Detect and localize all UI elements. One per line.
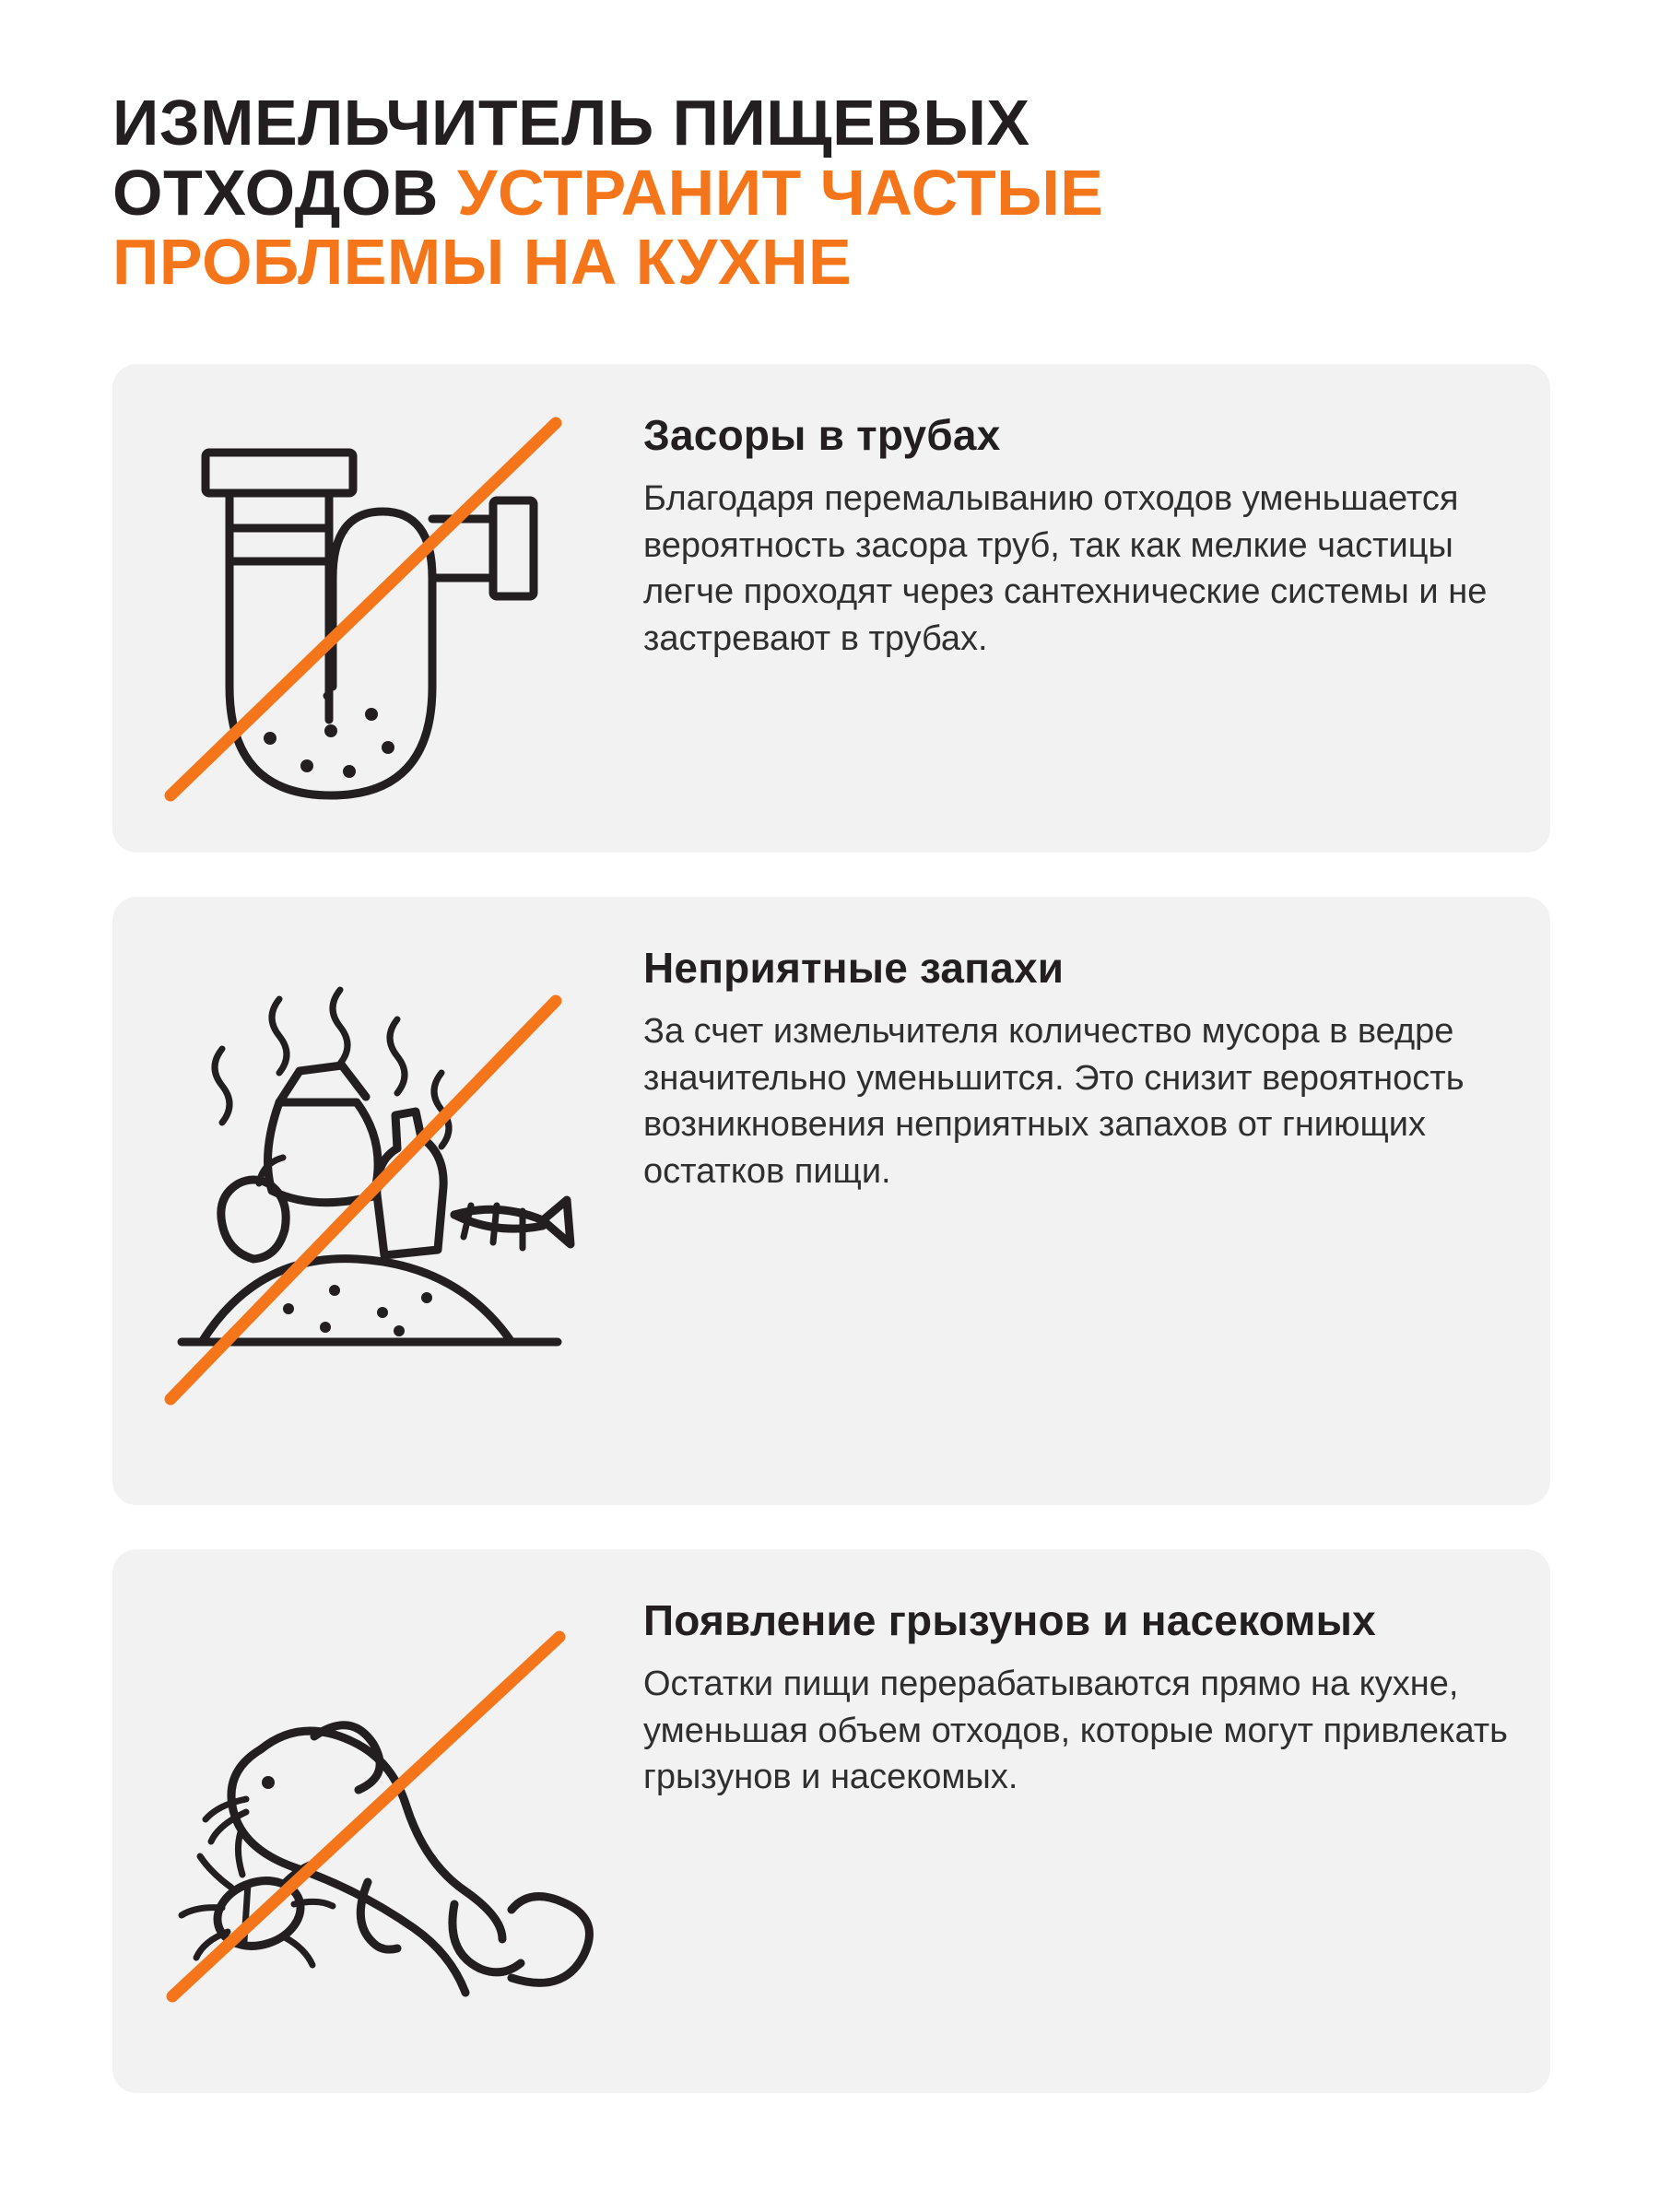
card-body: За счет измельчителя количество мусора в ведре значительно уменьшится. Это снизит вероятность возникновения неприятных запахов от гниющих остатков пищи. [643, 1012, 1465, 1191]
card-text-odors [634, 930, 1508, 1195]
drain-pipe-icon [146, 397, 634, 819]
card-text-pipes [634, 397, 1508, 663]
card-title: Появление грызунов и насекомых [643, 1595, 1376, 1644]
headline-line-2-accent: УСТРАНИТ ЧАСТЫЕ [456, 156, 1104, 229]
headline-line-1: ИЗМЕЛЬЧИТЕЛЬ ПИЩЕВЫХ [112, 87, 1030, 159]
benefit-card-pipes [112, 364, 1550, 853]
card-title: Неприятные запахи [643, 943, 1065, 992]
rodent-insect-icon [146, 1583, 634, 2060]
headline-line-2-dark: ОТХОДОВ [112, 156, 457, 229]
headline-line-3: ПРОБЛЕМЫ НА КУХНЕ [112, 226, 853, 299]
card-text-pests [634, 1583, 1508, 1801]
garbage-smell-icon [146, 930, 634, 1472]
benefit-card-odors [112, 897, 1550, 1505]
benefit-card-pests [112, 1549, 1550, 2093]
card-body: Благодаря перемалыванию отходов уменьшается вероятность засора труб, так как мелкие частицы легче проходят через сантехнические системы и не застревают в трубах. [643, 479, 1488, 658]
card-body: Остатки пищи перерабатываются прямо на кухне, уменьшая объем отходов, которые могут привлекать грызунов и насекомых. [643, 1665, 1508, 1797]
card-title: Засоры в трубах [643, 410, 1001, 459]
page-title [112, 88, 1403, 298]
